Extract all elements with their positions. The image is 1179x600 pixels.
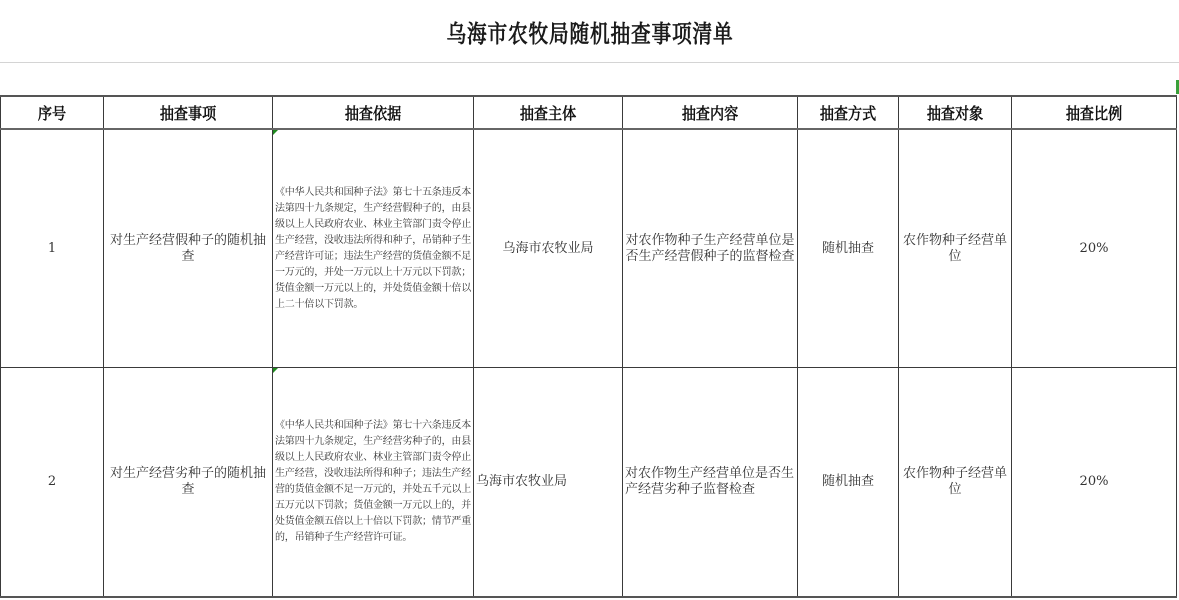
cell-basis[interactable]	[273, 129, 474, 368]
title-row	[0, 0, 1179, 63]
table-row	[1, 368, 1177, 598]
header-ratio[interactable]: 抽查比例	[1012, 96, 1177, 129]
header-method[interactable]: 抽查方式	[798, 96, 899, 129]
cell-index[interactable]: 2	[1, 368, 104, 598]
header-row	[1, 96, 1177, 129]
cell-content[interactable]: 对农作物种子生产经营单位是否生产经营假种子的监督检查	[623, 129, 798, 368]
cell-content[interactable]: 对农作物生产经营单位是否生产经营劣种子监督检查	[623, 368, 798, 598]
document-title: 乌海市农牧局随机抽查事项清单	[446, 19, 733, 48]
blank-spacer-row[interactable]	[0, 62, 1175, 95]
cell-basis[interactable]	[273, 368, 474, 598]
cell-target[interactable]: 农作物种子经营单位	[899, 129, 1012, 368]
cell-method[interactable]: 随机抽查	[798, 368, 899, 598]
basis-text: 《中华人民共和国种子法》第七十六条违反本法第四十九条规定，生产经营劣种子的，由县级以上人民政府农业、林业主管部门责令停止生产经营，没收违法所得和种子；违法生产经营的货值金额不足一万元的，并处五千元以上五万元以下罚款；货值金额一万元以上的，并处货值金额五倍以上十倍以下罚款；情节严重的，吊销种子生产经营许可证。	[275, 420, 471, 543]
header-item[interactable]: 抽查事项	[104, 96, 273, 129]
cell-target[interactable]: 农作物种子经营单位	[899, 368, 1012, 598]
cell-method[interactable]: 随机抽查	[798, 129, 899, 368]
cell-index[interactable]: 1	[1, 129, 104, 368]
table-row	[1, 129, 1177, 368]
header-subject[interactable]: 抽查主体	[474, 96, 623, 129]
header-index[interactable]: 序号	[1, 96, 104, 129]
basis-text: 《中华人民共和国种子法》第七十五条违反本法第四十九条规定，生产经营假种子的，由县级以上人民政府农业、林业主管部门责令停止生产经营，没收违法所得和种子，吊销种子生产经营许可证；违法生产经营的货值金额不足一万元的，并处一万元以上十万元以下罚款；货值金额一万元以上的，并处货值金额十倍以上二十倍以下罚款。	[275, 186, 471, 310]
cell-subject[interactable]: 乌海市农牧业局	[474, 129, 623, 368]
inspection-table	[0, 95, 1177, 598]
cell-item[interactable]: 对生产经营假种子的随机抽查	[104, 129, 273, 368]
header-target[interactable]: 抽查对象	[899, 96, 1012, 129]
cell-subject[interactable]: 乌海市农牧业局	[474, 368, 623, 598]
comment-marker-icon	[273, 368, 278, 373]
cell-item[interactable]: 对生产经营劣种子的随机抽查	[104, 368, 273, 598]
cell-ratio[interactable]: 20%	[1012, 129, 1177, 368]
cell-ratio[interactable]: 20%	[1012, 368, 1177, 598]
comment-marker-icon	[273, 130, 278, 135]
header-basis[interactable]: 抽查依据	[273, 96, 474, 129]
header-content[interactable]: 抽查内容	[623, 96, 798, 129]
